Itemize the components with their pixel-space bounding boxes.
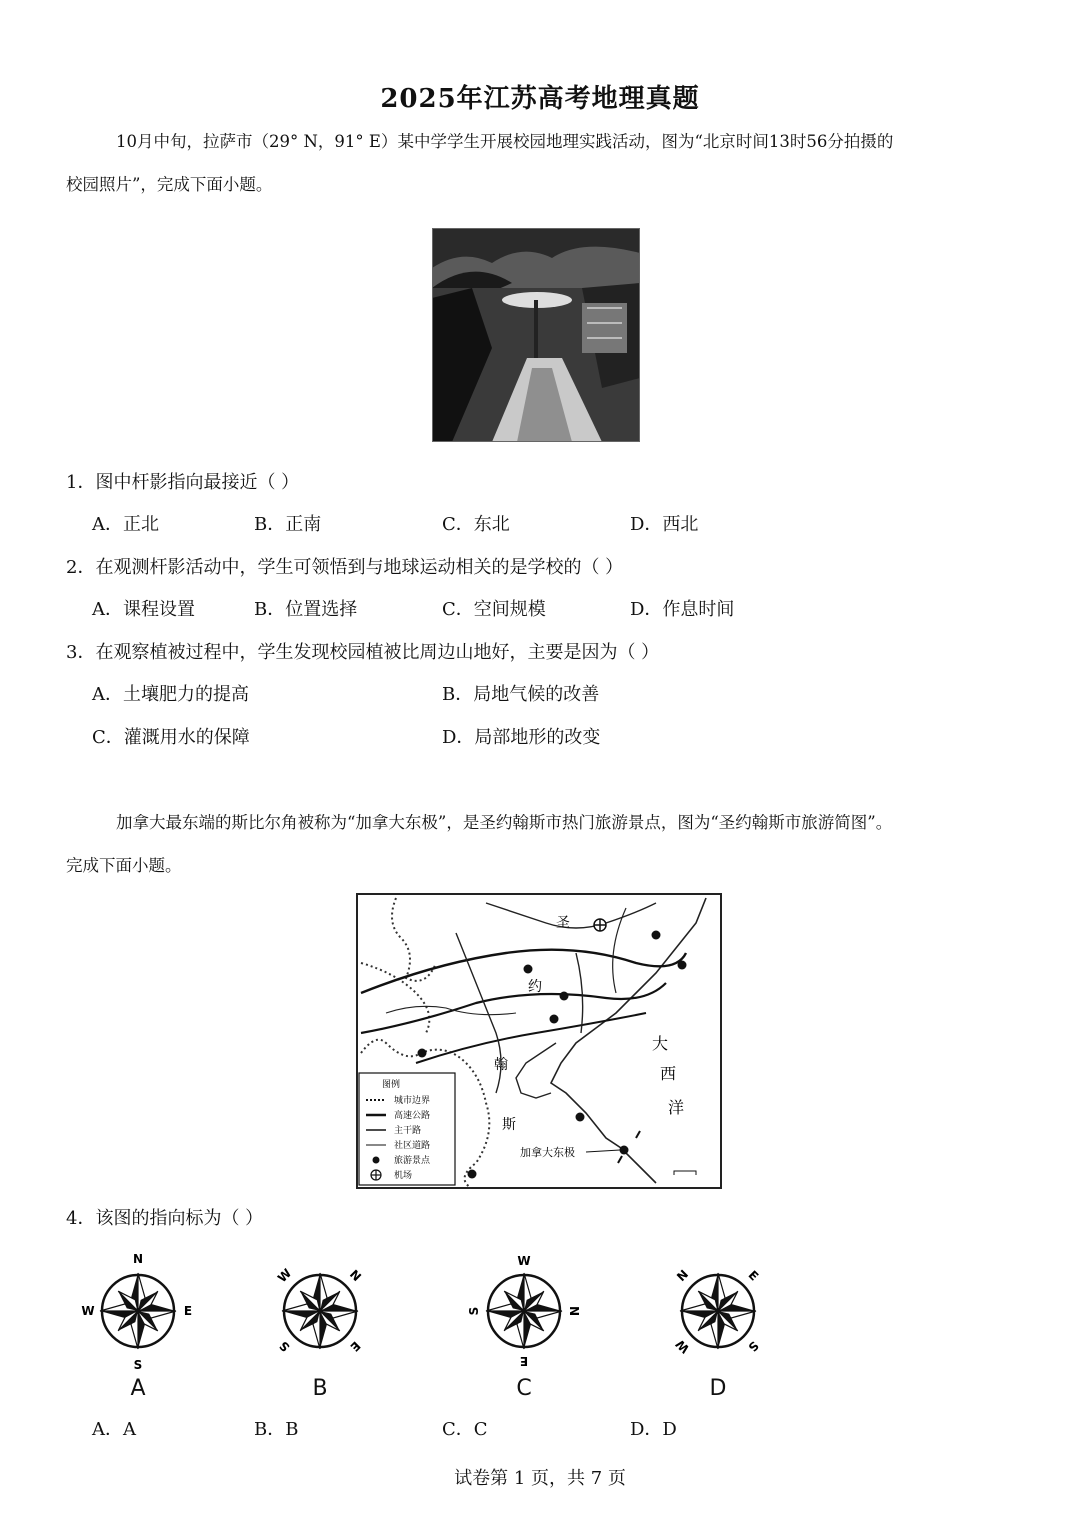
- compass-rose-icon: [658, 1250, 778, 1372]
- compass-b: [260, 1250, 380, 1400]
- map-callout-label: 加拿大东极: [520, 1146, 575, 1159]
- legend-airport: 机场: [394, 1171, 413, 1181]
- compass-b-w: W: [275, 1266, 295, 1286]
- compass-c-s: S: [467, 1306, 481, 1316]
- compass-d-n: N: [674, 1267, 692, 1285]
- compass-b-label: B: [312, 1376, 328, 1401]
- q3-option-a[interactable]: A．土壤肥力的提高: [92, 684, 249, 705]
- compass-a-s: S: [133, 1358, 143, 1372]
- q1-option-b[interactable]: B．正南: [254, 514, 322, 535]
- question-3: 3．在观察植被过程中，学生发现校园植被比周边山地好，主要是因为（ ）: [66, 642, 660, 663]
- intro1-line2: 校园照片”，完成下面小题。: [66, 175, 273, 194]
- question-1: 1．图中杆影指向最接近（ ）: [66, 472, 300, 493]
- intro2-line2: 完成下面小题。: [66, 856, 182, 875]
- compass-a: [78, 1250, 198, 1400]
- page-footer: 试卷第 1 页，共 7 页: [454, 1468, 626, 1489]
- q3-option-c[interactable]: C．灌溉用水的保障: [92, 727, 250, 748]
- map-char-sheng: 圣: [556, 915, 570, 931]
- intro2-line1: 加拿大最东端的斯比尔角被称为“加拿大东极”，是圣约翰斯市热门旅游景点，图为“圣约翰斯市旅游简图”。: [116, 813, 893, 832]
- map-char-han: 翰: [494, 1057, 508, 1073]
- q4-option-a[interactable]: A．A: [92, 1419, 136, 1440]
- map-legend: [359, 1073, 455, 1185]
- compass-c-label: C: [516, 1376, 532, 1401]
- q3-option-b[interactable]: B．局地气候的改善: [442, 684, 600, 705]
- compass-b-s: S: [276, 1338, 293, 1355]
- compass-a-label: A: [130, 1376, 146, 1401]
- compass-c: [464, 1250, 584, 1400]
- q4-option-c[interactable]: C．C: [442, 1419, 488, 1440]
- compass-rose-icon: [260, 1250, 380, 1372]
- compass-a-e: E: [183, 1304, 193, 1318]
- q3-option-d[interactable]: D．局部地形的改变: [442, 727, 601, 748]
- q1-option-a[interactable]: A．正北: [92, 514, 159, 535]
- map-char-si: 斯: [502, 1117, 516, 1133]
- legend-title: 图例: [382, 1080, 401, 1090]
- page-title: 2025年江苏高考地理真题: [380, 84, 700, 114]
- legend-community-road: 社区道路: [394, 1141, 431, 1151]
- compass-d-s: S: [745, 1338, 762, 1355]
- compass-c-e: E: [519, 1354, 529, 1368]
- q2-option-b[interactable]: B．位置选择: [254, 599, 358, 620]
- legend-main-road: 主干路: [394, 1126, 422, 1136]
- q4-option-d[interactable]: D．D: [630, 1419, 677, 1440]
- q2-option-a[interactable]: A．课程设置: [92, 599, 195, 620]
- compass-d-e: E: [745, 1267, 762, 1284]
- legend-scenic-spot: 旅游景点: [394, 1156, 431, 1166]
- ocean-char-2: 西: [660, 1064, 677, 1083]
- compass-c-w: W: [517, 1254, 531, 1268]
- q4-option-b[interactable]: B．B: [254, 1419, 299, 1440]
- compass-rose-icon: [78, 1250, 198, 1372]
- compass-a-w: W: [81, 1304, 95, 1318]
- legend-city-boundary: 城市边界: [394, 1096, 431, 1106]
- compass-rose-icon: [464, 1250, 584, 1372]
- compass-d: [658, 1250, 778, 1400]
- campus-photo: [432, 228, 640, 442]
- compass-d-label: D: [709, 1376, 727, 1401]
- q1-option-c[interactable]: C．东北: [442, 514, 510, 535]
- compass-d-w: W: [673, 1336, 693, 1356]
- q2-option-d[interactable]: D．作息时间: [630, 599, 735, 620]
- question-2: 2．在观测杆影活动中，学生可领悟到与地球运动相关的是学校的（ ）: [66, 557, 624, 578]
- q1-option-d[interactable]: D．西北: [630, 514, 699, 535]
- question-4: 4．该图的指向标为（ ）: [66, 1208, 264, 1229]
- tourism-map: [356, 893, 722, 1189]
- map-char-yue: 约: [528, 979, 542, 995]
- compass-c-n: N: [567, 1305, 581, 1317]
- compass-b-n: N: [346, 1267, 364, 1285]
- q2-option-c[interactable]: C．空间规模: [442, 599, 546, 620]
- ocean-char-3: 洋: [668, 1098, 685, 1117]
- intro1-line1: 10月中旬，拉萨市（29° N，91° E）某中学学生开展校园地理实践活动，图为“北京时间13时56分拍摄的: [116, 132, 894, 151]
- legend-highway: 高速公路: [394, 1111, 431, 1121]
- ocean-char-1: 大: [652, 1034, 669, 1053]
- compass-a-n: N: [132, 1252, 144, 1266]
- compass-b-e: E: [347, 1338, 364, 1355]
